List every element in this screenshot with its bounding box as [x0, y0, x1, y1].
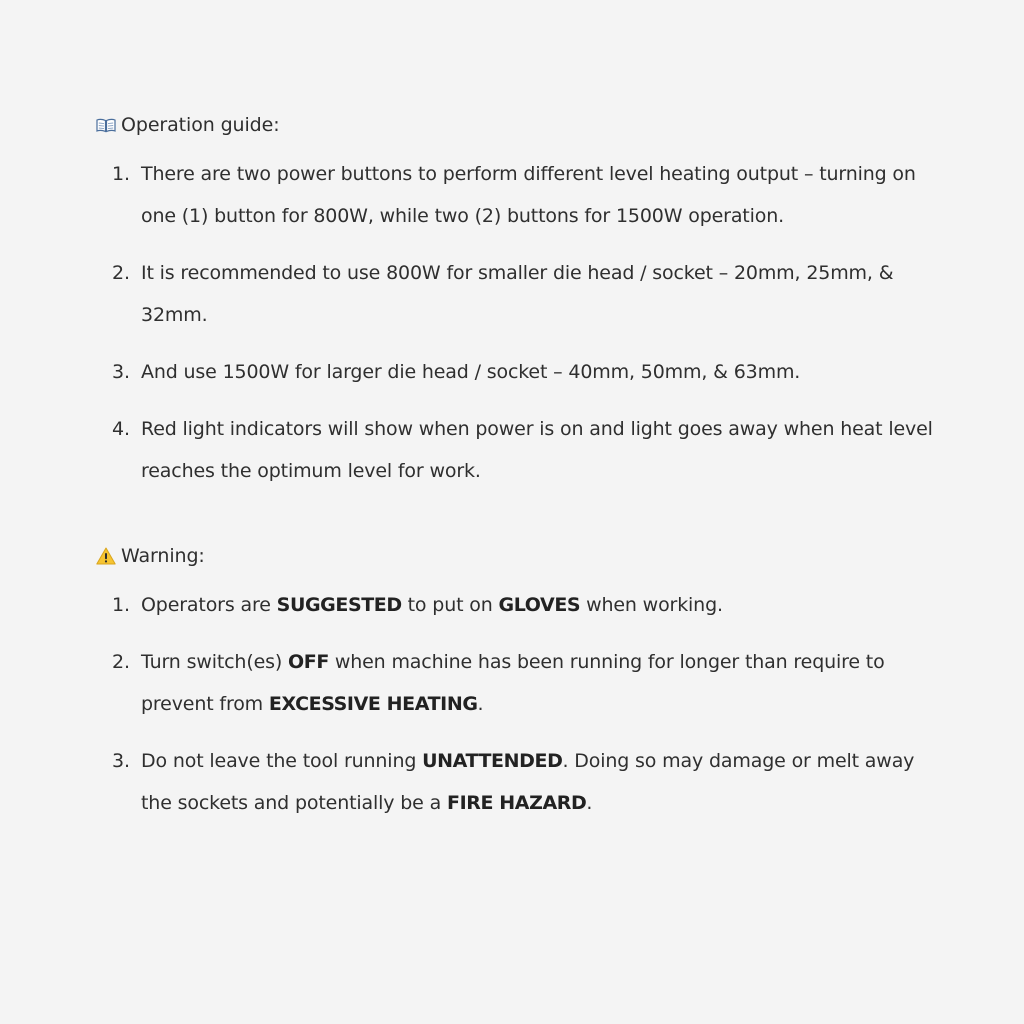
list-item-text: .: [586, 792, 593, 814]
list-item-number: 2.: [112, 262, 130, 284]
list-item: [96, 740, 946, 824]
list-item-text: . Doing so may damage or melt away the sockets and potentially be a: [141, 750, 915, 814]
warning-list: [96, 584, 946, 824]
list-item-number: 3.: [112, 361, 130, 383]
emphasis-text: EXCESSIVE HEATING: [268, 693, 478, 715]
list-item: [96, 252, 946, 336]
operation-guide-list: [96, 153, 946, 492]
list-item-text: And use 1500W for larger die head / socket – 40mm, 50mm, & 63mm.: [141, 361, 801, 383]
list-item: [96, 153, 946, 237]
list-item: [96, 408, 946, 492]
warning-section: [96, 542, 946, 839]
operation-guide-heading: [96, 111, 946, 139]
list-item-number: 4.: [112, 418, 130, 440]
emphasis-text: GLOVES: [498, 594, 581, 616]
list-item-number: 3.: [112, 750, 130, 772]
list-item-text: .: [477, 693, 484, 715]
list-item-number: 1.: [112, 594, 130, 616]
list-item-number: 2.: [112, 651, 130, 673]
list-item: [96, 641, 946, 725]
list-item-text: when machine has been running for longer than require to prevent from: [141, 651, 885, 715]
emphasis-text: FIRE HAZARD: [446, 792, 587, 814]
list-item-number: 1.: [112, 163, 130, 185]
emphasis-text: OFF: [288, 651, 329, 673]
list-item-text: Operators are: [141, 594, 277, 616]
list-item-text: Do not leave the tool running: [141, 750, 423, 772]
operation-guide-section: [96, 111, 946, 507]
open-book-icon: [96, 115, 116, 135]
warning-heading: [96, 542, 946, 570]
operation-guide-title: Operation guide:: [121, 114, 280, 136]
emphasis-text: SUGGESTED: [276, 594, 402, 616]
list-item-text: It is recommended to use 800W for smaller die head / socket – 20mm, 25mm, & 32mm.: [141, 262, 894, 326]
warning-title: Warning:: [121, 545, 205, 567]
list-item-text: Red light indicators will show when power is on and light goes away when heat level reaches the optimum level for work.: [141, 418, 933, 482]
list-item-text: when working.: [580, 594, 723, 616]
list-item-text: to put on: [401, 594, 499, 616]
emphasis-text: UNATTENDED: [422, 750, 563, 772]
list-item: [96, 584, 946, 626]
list-item-text: There are two power buttons to perform different level heating output – turning on one (1) button for 800W, while two (2) buttons for 1500W operation.: [141, 163, 916, 227]
list-item: [96, 351, 946, 393]
list-item-text: Turn switch(es): [141, 651, 289, 673]
warning-sign-icon: [96, 546, 116, 566]
